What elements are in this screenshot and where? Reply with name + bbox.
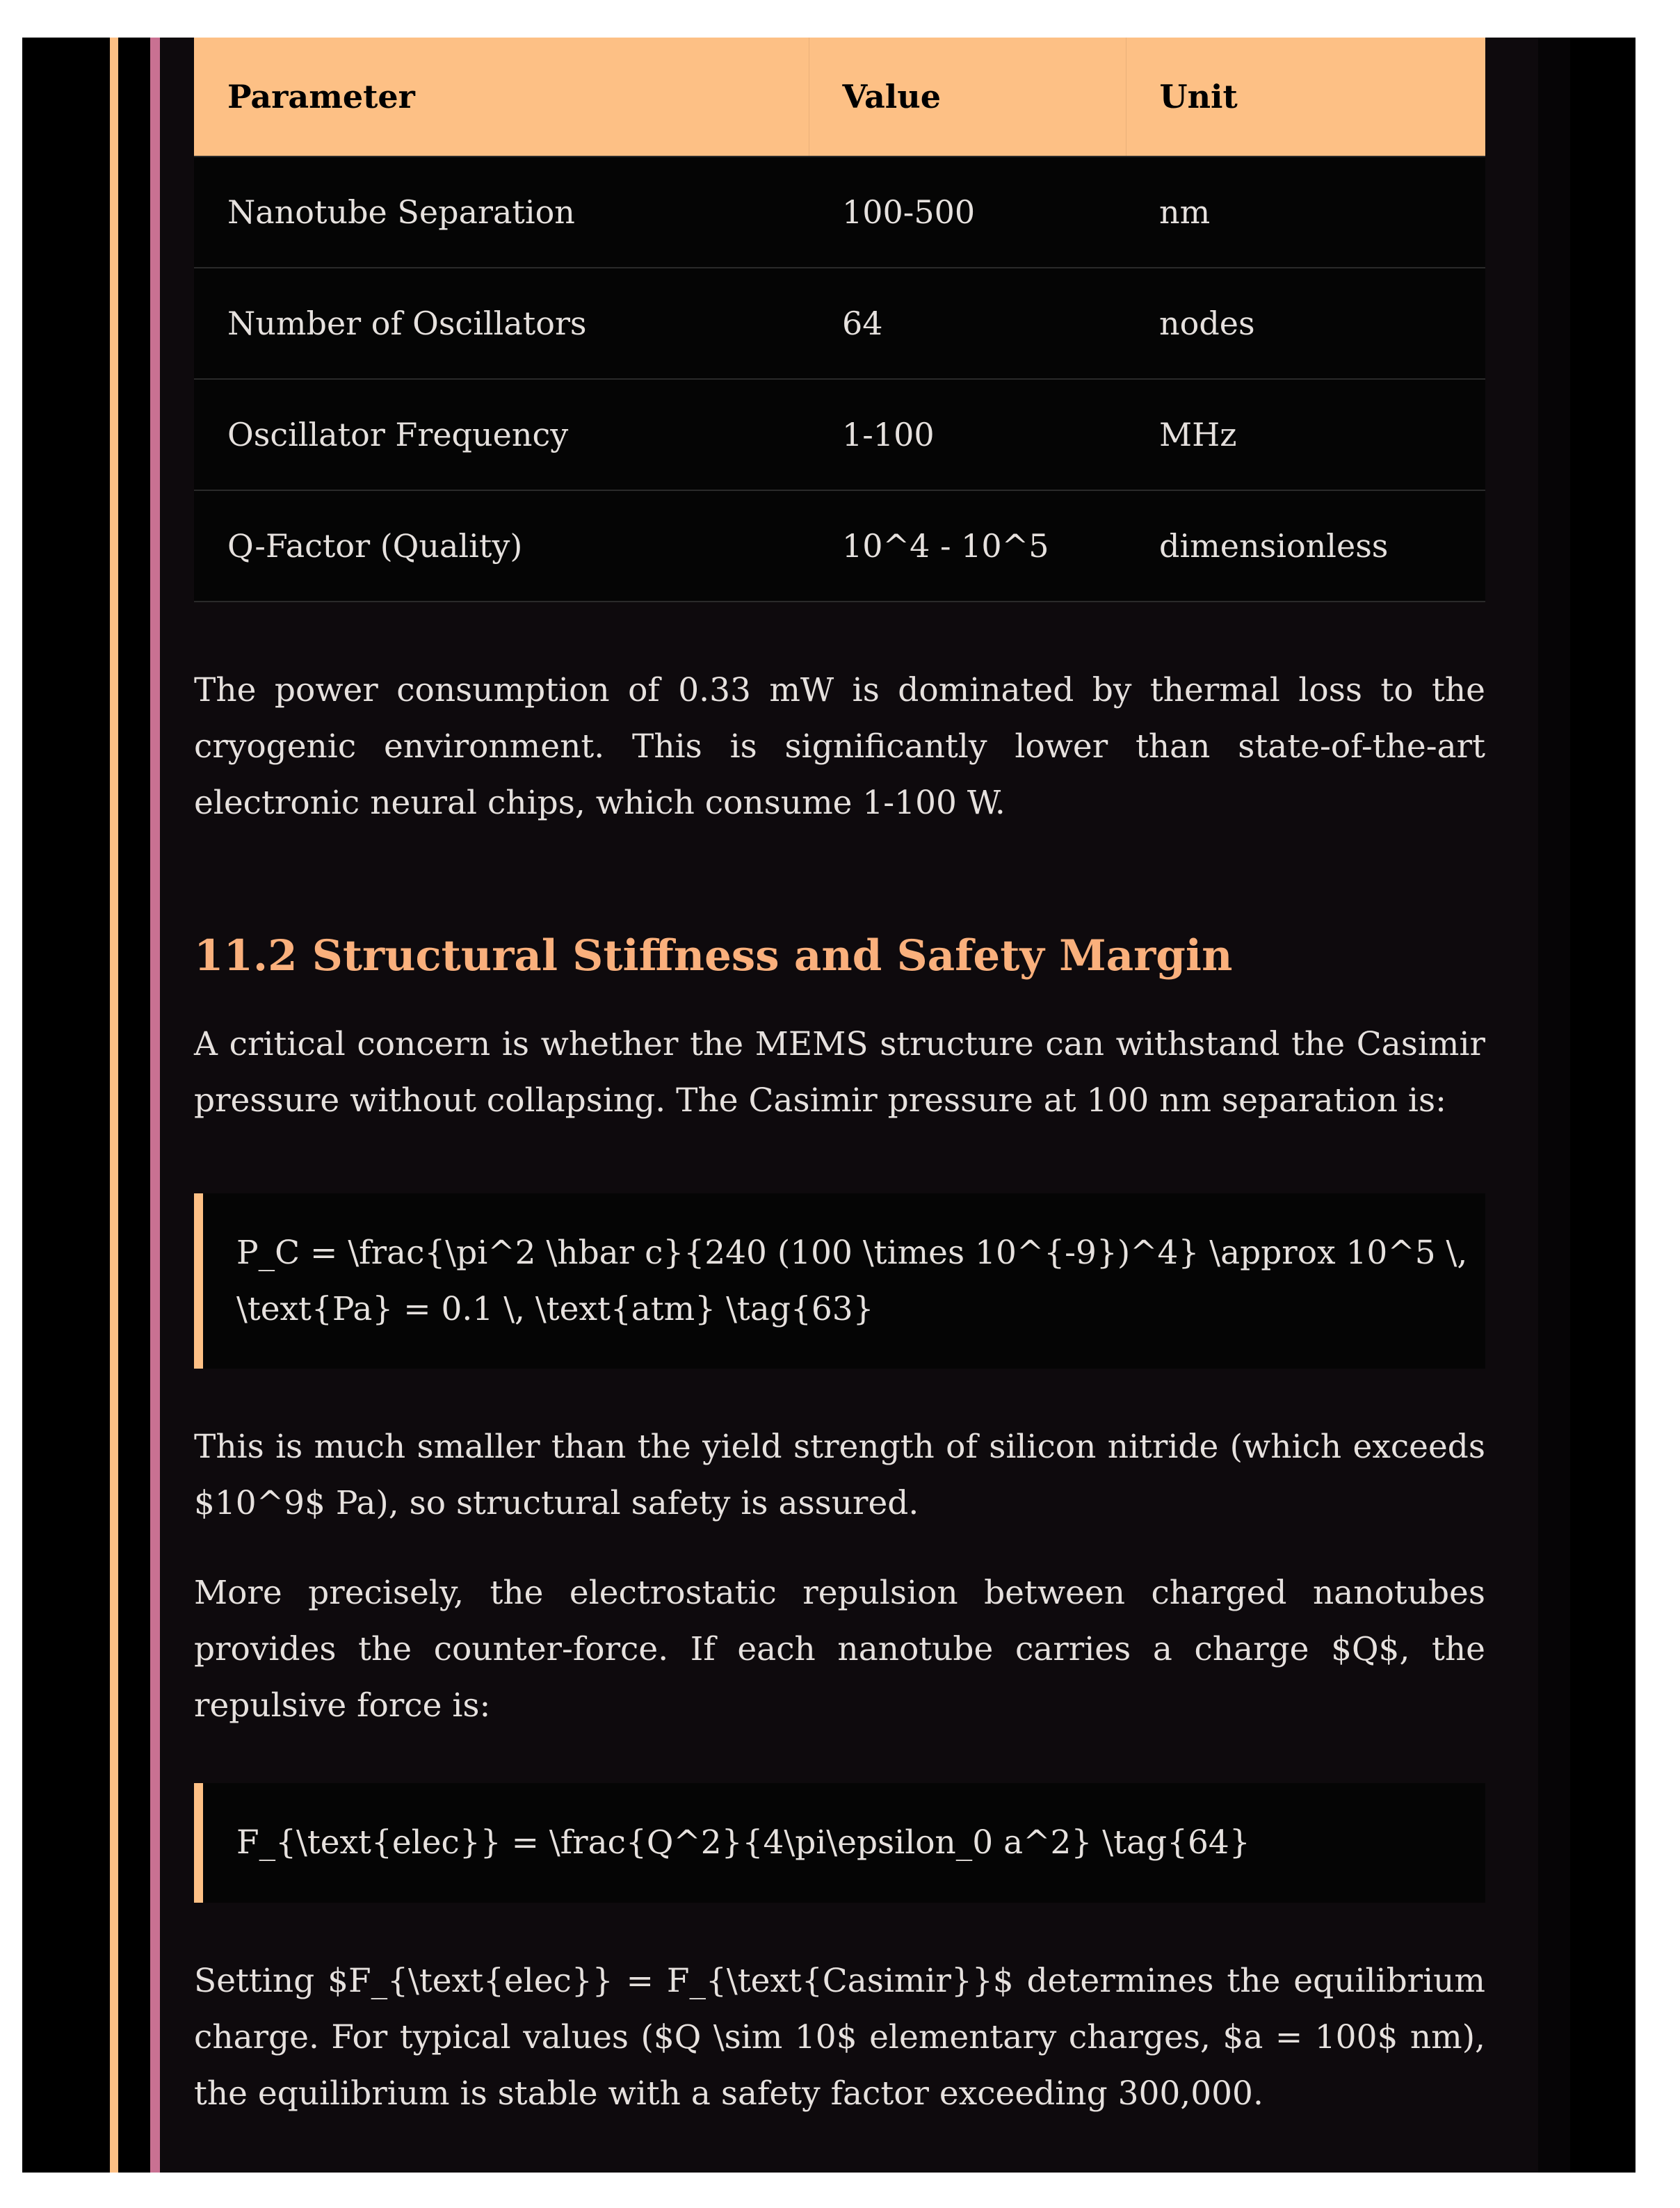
- parameter-table: [194, 38, 1485, 602]
- cell-unit: dimensionless: [1126, 490, 1485, 602]
- header-value: Value: [809, 38, 1126, 156]
- table-header-row: [194, 38, 1485, 156]
- paragraph-power-consumption: The power consumption of 0.33 mW is dominated by thermal loss to the cryogenic environment. This is significantly lower than state-of-the-art electronic neural chips, which consume 1-100 W.: [194, 671, 1485, 822]
- header-unit: Unit: [1126, 38, 1485, 156]
- paragraph-yield-strength: This is much smaller than the yield strength of silicon nitride (which exceeds $10^9$ Pa), so structural safety is assured.: [194, 1428, 1485, 1522]
- paragraph-electrostatic-repulsion: More precisely, the electrostatic repulsion between charged nanotubes provides the counter-force. If each nanotube carries a charge $Q$, the repulsive force is:: [194, 1574, 1485, 1725]
- cell-value: 64: [809, 268, 1126, 379]
- paragraph-equilibrium: Setting $F_{\text{elec}} = F_{\text{Casimir}}$ determines the equilibrium charge. For typical values ($Q \sim 10$ elementary charges, $a = 100$ nm), the equilibrium is stable with a safety factor exceeding 300,000.: [194, 1962, 1485, 2113]
- table-row: [194, 156, 1485, 268]
- cell-unit: nodes: [1126, 268, 1485, 379]
- left-accent-stripe: [110, 38, 118, 2173]
- table-row: [194, 268, 1485, 379]
- section-heading: 11.2 Structural Stiffness and Safety Margin: [194, 931, 1233, 981]
- header-parameter: Parameter: [194, 38, 809, 156]
- cell-parameter: Nanotube Separation: [194, 156, 809, 268]
- cell-value: 100-500: [809, 156, 1126, 268]
- table-row: [194, 379, 1485, 490]
- cell-value: 10^4 - 10^5: [809, 490, 1126, 602]
- cell-parameter: Number of Oscillators: [194, 268, 809, 379]
- document-page: [22, 38, 1635, 2173]
- cell-parameter: Q-Factor (Quality): [194, 490, 809, 602]
- cell-parameter: Oscillator Frequency: [194, 379, 809, 490]
- equation-block-64: F_{\text{elec}} = \frac{Q^2}{4\pi\epsilon_0 a^2} \tag{64}: [194, 1783, 1485, 1903]
- left-accent-stripe-pink: [150, 38, 160, 2173]
- cell-unit: nm: [1126, 156, 1485, 268]
- equation-block-63: P_C = \frac{\pi^2 \hbar c}{240 (100 \times 10^{-9})^4} \approx 10^5 \, \text{Pa} = 0.1 \, \text{atm} \tag{63}: [194, 1193, 1485, 1369]
- paragraph-casimir-concern: A critical concern is whether the MEMS structure can withstand the Casimir pressure without collapsing. The Casimir pressure at 100 nm separation is:: [194, 1025, 1485, 1120]
- right-margin-band: [1538, 38, 1570, 2173]
- content-column: [194, 38, 1485, 2122]
- cell-unit: MHz: [1126, 379, 1485, 490]
- cell-value: 1-100: [809, 379, 1126, 490]
- table-row: [194, 490, 1485, 602]
